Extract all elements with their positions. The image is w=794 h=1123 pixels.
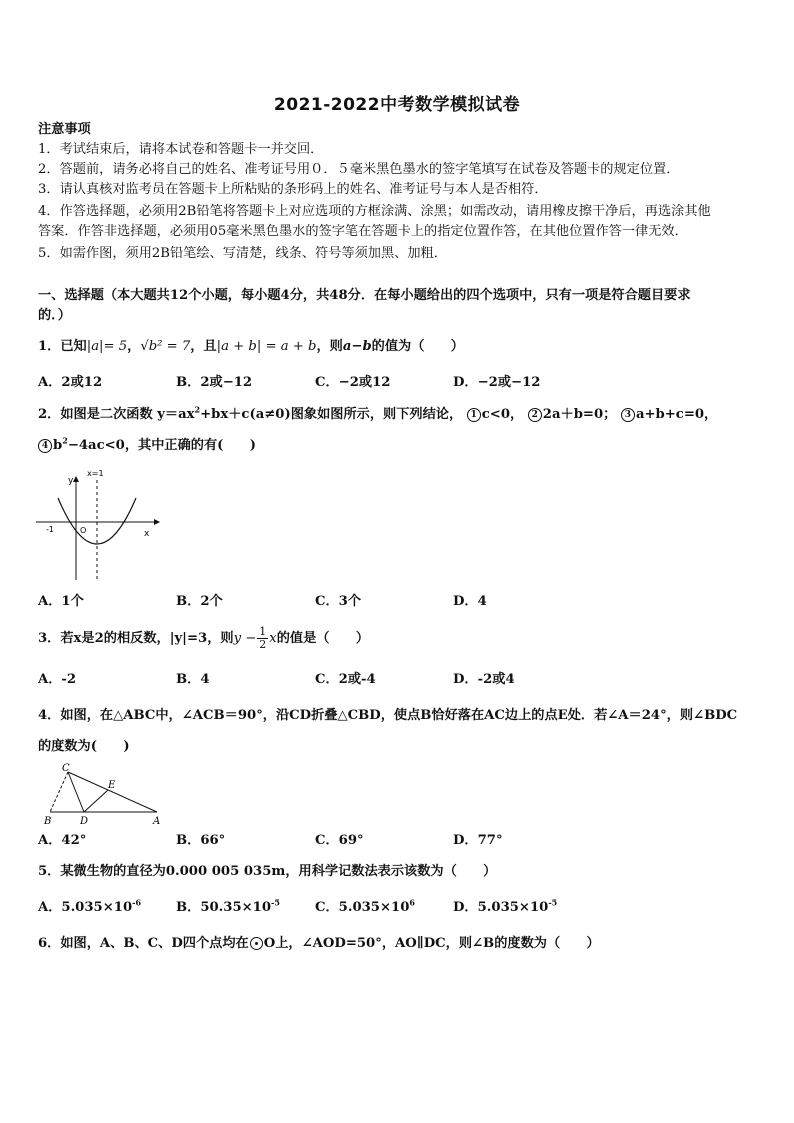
q5-option-d-exp: -5 <box>548 897 558 908</box>
q2-text-rest: +bx＋c(a≠0)图象如图所示，则下列结论， <box>200 407 463 422</box>
x-axis-label: x <box>144 529 150 539</box>
notice-item: 1．考试结束后，请将本试卷和答题卡一并交回． <box>38 142 324 157</box>
q3-option-d: D．-2或4 <box>453 672 515 687</box>
q5-option-c <box>315 898 415 918</box>
q1-math-condition: |a + b| = a + b <box>216 339 317 354</box>
label-A: A <box>153 816 161 826</box>
notice-heading: 注意事项 <box>38 122 91 137</box>
q5-option-c-base: C．5.035×10 <box>315 900 410 915</box>
q3-fraction <box>257 626 268 651</box>
segment-CB <box>50 772 68 812</box>
q5-option-a-exp: -6 <box>132 897 142 908</box>
q3-math-x: x <box>269 631 277 646</box>
question-6 <box>38 934 758 954</box>
q1-mid1: ，且 <box>190 339 217 354</box>
q1-prefix: 1．已知 <box>38 339 87 354</box>
q4-option-c: C．69° <box>315 833 364 848</box>
q1-suffix: 的值为（ ） <box>371 339 464 354</box>
notice-item: 4．作答选择题，必须用2B铅笔将答题卡上对应选项的方框涂满、涂黑；如需改动，请用橡皮擦干净后，再选涂其他 <box>38 204 711 219</box>
section-heading-cont: 的．） <box>38 308 71 323</box>
x-axis-arrow <box>154 519 160 525</box>
q3-suffix: 的值是（ ） <box>276 631 370 646</box>
label-B: B <box>44 816 52 826</box>
question-4: 4．如图，在△ABC中，∠ACB＝90°，沿CD折叠△CBD，使点B恰好落在AC边上的点E处．若∠A＝24°，则∠BDC <box>38 708 738 723</box>
question-4-line2: 的度数为( ) <box>38 739 130 754</box>
q2-text-prefix: 2．如图是二次函数 y＝ax <box>38 407 195 422</box>
y-axis-label: y <box>68 476 74 486</box>
circle-dot-icon <box>250 937 263 950</box>
q4-option-d: D．77° <box>453 833 503 848</box>
symmetry-label: x=1 <box>87 469 104 478</box>
q5-option-b <box>176 898 280 918</box>
q1-math-abs-a: |a|= 5 <box>86 339 128 354</box>
q5-option-a <box>38 898 141 918</box>
root-label: -1 <box>46 525 54 534</box>
label-D: D <box>80 816 89 826</box>
parabola-graph <box>36 466 160 584</box>
q3-math-y: y − <box>233 631 257 646</box>
q2-option-a: A．1个 <box>38 594 84 609</box>
q1-option-c: C．−2或12 <box>315 375 391 390</box>
q1-option-b: B．2或−12 <box>176 375 253 390</box>
q6-prefix: 6．如图，A、B、C、D四个点均在 <box>38 936 249 951</box>
fraction-numerator: 1 <box>259 625 267 638</box>
q3-prefix: 3．若x是2的相反数，|y|=3，则 <box>38 631 234 646</box>
question-3 <box>38 626 758 651</box>
notice-item: 2．答题前，请务必将自己的姓名、准考证号用０．５毫米黑色墨水的签字笔填写在试卷及答题卡的规定位置． <box>38 162 680 177</box>
triangle-figure <box>42 762 172 826</box>
q2-statement-2: 2a＋b=0； <box>542 407 617 422</box>
q2-statement-4b: −4ac<0，其中正确的有( ) <box>67 438 257 453</box>
q5-option-c-exp: 6 <box>409 897 415 908</box>
q5-option-d <box>453 898 557 918</box>
q5-option-b-exp: -5 <box>271 897 280 908</box>
segment-DE <box>84 790 108 812</box>
section-heading: 一、选择题（本大题共12个小题，每小题4分，共48分．在每小题给出的四个选项中，只有一项是符合题目要求 <box>38 288 691 303</box>
notice-item: 3．请认真核对监考员在答题卡上所粘贴的条形码上的姓名、准考证号与本人是否相符． <box>38 182 548 197</box>
origin-label: O <box>80 526 87 535</box>
q4-option-a: A．42° <box>38 833 87 848</box>
q5-option-a-base: A．5.035×10 <box>38 900 133 915</box>
y-axis-arrow <box>73 476 79 482</box>
circled-2: 2 <box>528 408 542 422</box>
q2-statement-1: c<0， <box>481 407 524 422</box>
q5-option-d-base: D．5.035×10 <box>453 900 549 915</box>
q2-option-b: B．2个 <box>176 594 223 609</box>
circled-3: 3 <box>621 408 635 422</box>
q2-statement-3: a+b+c=0， <box>635 407 718 422</box>
q1-math-sqrt: √b² = 7 <box>140 339 191 354</box>
label-C: C <box>62 763 70 774</box>
q3-option-b: B．4 <box>176 672 210 687</box>
notice-item: 5．如需作图，须用2B铅笔绘、写清楚，线条、符号等须加黑、加粗． <box>38 246 447 261</box>
circled-4: 4 <box>38 439 52 453</box>
q1-mid2: ，则 <box>316 339 343 354</box>
q1-option-a: A．2或12 <box>38 375 103 390</box>
q2-option-d: D．4 <box>453 594 487 609</box>
q1-option-d: D．−2或−12 <box>453 375 541 390</box>
q3-option-c: C．2或-4 <box>315 672 376 687</box>
fraction-denominator: 2 <box>259 638 267 651</box>
q3-option-a: A．-2 <box>38 672 77 687</box>
q4-option-b: B．66° <box>176 833 226 848</box>
q2-option-c: C．3个 <box>315 594 362 609</box>
question-1: 1．已知|a|= 5，√b² = 7，且|a + b| = a + b，则a−b的值为（ ） <box>38 339 464 354</box>
question-2: 2．如图是二次函数 $y=ax^2+bx+c(a\ne 0)$图象如图所示，则下列结论， 1 c<0， 2 2a＋b=0； 3 a+b+c=0， <box>38 404 718 422</box>
q1-math-expr: a−b <box>342 339 372 354</box>
label-E: E <box>108 780 116 791</box>
notice-item: 答案．作答非选择题，必须用05毫米黑色墨水的签字笔在答题卡上的指定位置作答，在其他位置作答一律无效． <box>38 224 688 239</box>
circled-1: 1 <box>467 408 481 422</box>
q2-statement-4a: b <box>53 438 63 453</box>
question-5: 5．某微生物的直径为0.000 005 035m，用科学记数法表示该数为（ ） <box>38 864 497 879</box>
q5-option-b-base: B．50.35×10 <box>176 900 272 915</box>
q6-suffix: O上，∠AOD=50°，AO∥DC，则∠B的度数为（ ） <box>263 936 600 951</box>
page-title: 2021-2022中考数学模拟试卷 <box>273 95 521 115</box>
question-2-line2: 4 $b^2-4ac<0$，其中正确的有( ) <box>38 436 758 456</box>
